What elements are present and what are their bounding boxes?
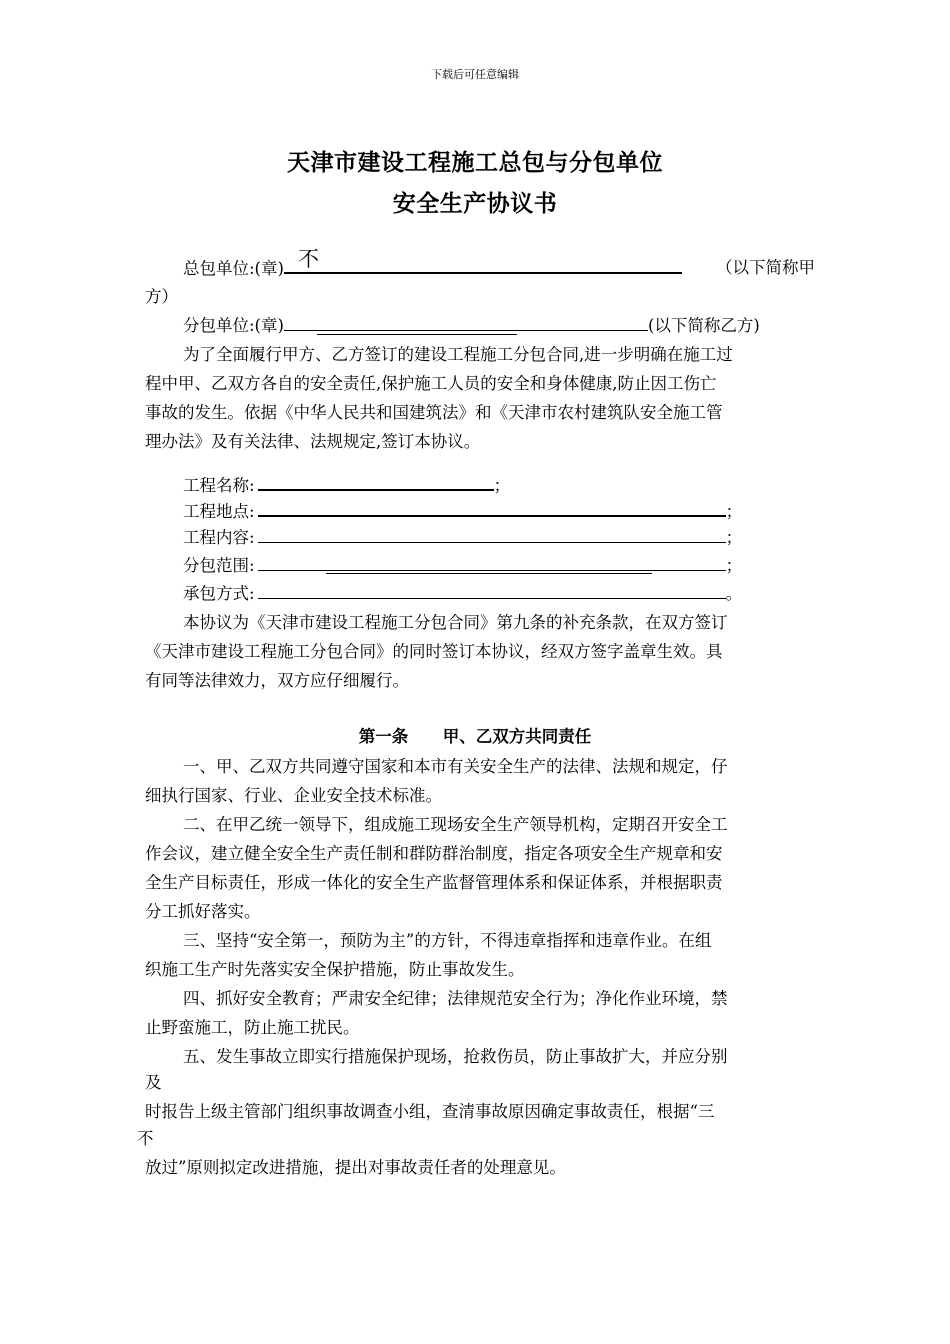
- field-label: 分包范围:: [183, 556, 255, 575]
- field-subcontract-scope: [183, 551, 742, 581]
- item-3-line-2: 织施工生产时先落实安全保护措施，防止事故发生。: [145, 960, 525, 979]
- item-1-line-2: 细执行国家、行业、企业安全技术标准。: [145, 786, 442, 805]
- item-2-line-2: 作会议，建立健全安全生产责任制和群防群治制度，指定各项安全生产规章和安: [145, 844, 723, 863]
- subcontractor-blank-bold-segment: [317, 334, 517, 335]
- item-5-line-4: 不: [137, 1129, 154, 1148]
- field-blank[interactable]: [258, 579, 726, 599]
- field-label: 工程内容:: [183, 528, 255, 547]
- general-contractor-label: 总包单位:(章): [183, 259, 284, 278]
- handwritten-mark: 不: [297, 247, 319, 271]
- validity-line-3: 有同等法律效力，双方应仔细履行。: [145, 671, 409, 690]
- field-blank[interactable]: [258, 496, 726, 517]
- item-5-line-1: 五、发生事故立即实行措施保护现场，抢救伤员，防止事故扩大，并应分别: [183, 1047, 728, 1066]
- field-end: ；: [493, 476, 511, 495]
- item-5-line-5: 放过”原则拟定改进措施，提出对事故责任者的处理意见。: [145, 1158, 566, 1177]
- page-header-note: 下载后可任意编辑: [431, 68, 519, 81]
- item-5-line-2: 及: [145, 1073, 162, 1092]
- validity-line-2: 《天津市建设工程施工分包合同》的同时签订本协议，经双方签字盖章生效。具: [145, 642, 723, 661]
- field-project-content: [183, 523, 742, 553]
- field-blank[interactable]: [258, 523, 726, 543]
- item-4-line-1: 四、抓好安全教育；严肃安全纪律；法律规范安全行为；净化作业环境，禁: [183, 989, 728, 1008]
- item-3-line-1: 三、坚持“安全第一，预防为主”的方针，不得违章指挥和违章作业。在组: [183, 931, 712, 950]
- intro-line-3: 事故的发生。依据《中华人民共和国建筑法》和《天津市农村建筑队安全施工管: [145, 403, 723, 422]
- subcontractor-line: [183, 311, 760, 341]
- section-1-heading: 第一条 甲、乙双方共同责任: [358, 727, 592, 746]
- field-end: 。: [725, 584, 743, 603]
- intro-line-2: 程中甲、乙双方各自的安全责任,保护施工人员的安全和身体健康,防止因工伤亡: [145, 374, 717, 393]
- general-contractor-blank[interactable]: [284, 247, 682, 274]
- item-1-line-1: 一、甲、乙双方共同遵守国家和本市有关安全生产的法律、法规和规定，仔: [183, 757, 728, 776]
- field-label: 工程名称:: [183, 476, 255, 495]
- field-label: 工程地点:: [183, 502, 255, 521]
- field-end: ；: [725, 502, 743, 521]
- document-title-line2: 安全生产协议书: [392, 190, 558, 217]
- intro-line-4: 理办法》及有关法律、法规规定,签订本协议。: [145, 432, 481, 451]
- field-end: ；: [725, 556, 743, 575]
- general-contractor-suffix-wrap: 方）: [145, 287, 178, 306]
- field-blank[interactable]: [258, 470, 494, 491]
- intro-line-1: 为了全面履行甲方、乙方签订的建设工程施工分包合同,进一步明确在施工过: [183, 345, 733, 364]
- subcontractor-label: 分包单位:(章): [183, 316, 284, 335]
- subcontractor-suffix: (以下简称乙方): [647, 316, 760, 335]
- document-title-line1: 天津市建设工程施工总包与分包单位: [287, 149, 663, 176]
- field-end: ；: [725, 528, 743, 547]
- item-2-line-4: 分工抓好落实。: [145, 902, 261, 921]
- subcontractor-blank[interactable]: [284, 311, 648, 331]
- field-label: 承包方式:: [183, 584, 255, 603]
- item-2-line-1: 二、在甲乙统一领导下，组成施工现场安全生产领导机构，定期召开安全工: [183, 815, 728, 834]
- field-blank[interactable]: [258, 551, 726, 571]
- general-contractor-line: [183, 247, 682, 284]
- validity-line-1: 本协议为《天津市建设工程施工分包合同》第九条的补充条款，在双方签订: [183, 613, 728, 632]
- general-contractor-suffix: （以下简称甲: [716, 258, 815, 277]
- item-4-line-2: 止野蛮施工，防止施工扰民。: [145, 1018, 360, 1037]
- field-contract-mode: [183, 579, 742, 609]
- item-2-line-3: 全生产目标责任，形成一体化的安全生产监督管理体系和保证体系，并根据职责: [145, 873, 723, 892]
- scope-blank-bold-segment: [326, 573, 652, 574]
- item-5-line-3: 时报告上级主管部门组织事故调查小组，查清事故原因确定事故责任，根据“三: [145, 1102, 715, 1121]
